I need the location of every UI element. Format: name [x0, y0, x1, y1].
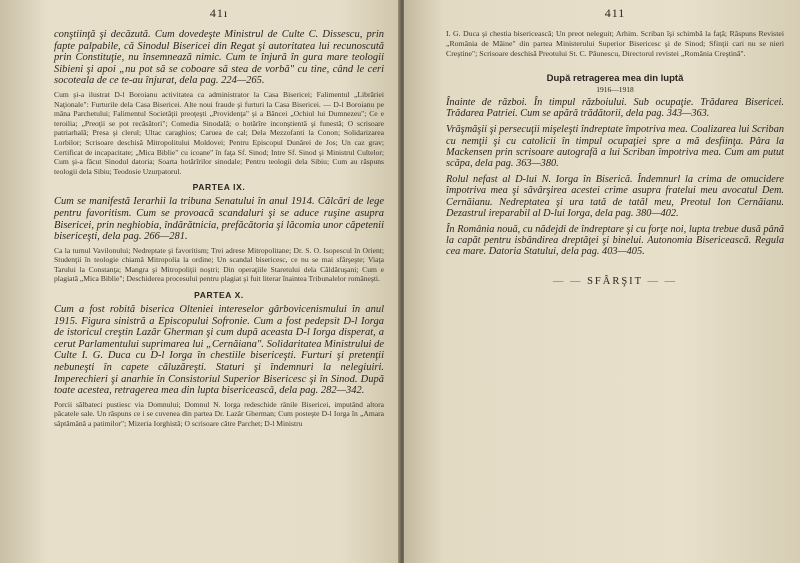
toc-entry: Înainte de război. În timpul războiului. Sub ocupaţie. Trădarea Bisericei. Trădarea Patriei. Cum se apără trădătorii, dela pag. 343—363.: [446, 97, 784, 120]
left-intro-italic: conştiinţă şi decăzută. Cum dovedeşte Ministrul de Culte C. Dissescu, prin fapte palpabile, că Sinodul Bisericei din Regat şi autoritatea lui recunoscută prin Constituţie, nu însemnează nimic. Cum te înjură în gura mare teologii Sibieni şi apoi „nu pot să se coboare să stea de vorbă" cu tine, când le ceri socoteala de ce te-au înjurat, dela pag. 224—265.: [54, 29, 384, 87]
toc-entry: Rolul nefast al D-lui N. Iorga în Biserică. Îndemnurl la crima de omucidere împotriva mea şi săvârşirea acestei crime asupra fratelui meu avocatul Dem. Cernăianu. Nedreptatea şi ura tată de tatăl meu, Preotul Ion Cernăianu. Dezastrul ireparabil al D-lui Iorga, dela pag. 380—402.: [446, 174, 784, 219]
part-9-title: PARTEA IX.: [192, 182, 246, 193]
part-9-contents: Ca la turnul Vavilonului; Nedreptate şi favoritism; Trei adrese Mitropolitane; Dr. S. O. Isopescul în Orient; Studenţii în teologie chiamă Mitropolia la ordine; Un scandal bisericesc, ce nu se mai sfârşeşte; Viaţa Tarului la Constanţa; Mangra şi Mitropoliţii noştri; Din operaţiile Staretului dela Căldăruşani; Cum e plagiată „Mica Biblie"; Deschiderea procesului pentru plagiat şi fuit literar înaintea Tribunalelor româneşti.: [54, 245, 384, 284]
part-10-summary: Cum a fost robită biserica Olteniei intereselor gârbovicenismului în anul 1915. Figura sinistră a Episcopului Sofronie. Cum a fost pedepsit D-l Iorga de istoricul creştin Lazăr Gherman şi cum după aceasta D-l Iorga disperat, a cerut Parlamentului suprimarea lui „Cernăiana". Solidaritatea Ministrului de Culte I. G. Duca cu D-l Iorga în chestiile bisericeşti. Furturi şi pretenţii nebuneşti în capete căluzăreşti. Staturi şi îndemnuri la nelegiuiri. Imperechieri şi anarhie în Consistoriul Superior Bisericesc şi în Sinod. După toate acestea, retragerea mea din lupta bisericească, dela pag. 282—342.: [54, 304, 384, 397]
end-label: SFÂRŞIT: [587, 275, 643, 287]
right-intro-body: I. G. Duca şi chestia bisericească; Un preot neleguit; Arhim. Scriban îşi schimbă la faţă; Răspuns Revistei „România de Mâine" din partea Ministerului Superior Bisericesc şi de Sinod; Sfinţii cari nu se nieri Creştine"; Scrisoare deschisă Preotului St. C. Păunescu, Directorul revistei „România Creştină".: [446, 29, 784, 58]
part-9-summary: Cum se manifestă Ierarhii la tribuna Senatului în anul 1914. Călcări de lege pentru favoritism. Cum se provoacă scandaluri şi se aduce ruşine asupra Bisericei, prin neghiobia, îndărătnicia, prefăcătoria şi lăcomia unor căpetenii bisericeşti, dela pag. 266—281.: [54, 196, 384, 243]
end-rule-left: — —: [552, 275, 588, 287]
right-page: [404, 0, 800, 563]
toc-entry: Vrăşmăşii şi persecuţii mişeleşti îndreptate împotriva mea. Coalizarea lui Scriban cu nemţii şi cu catolicii în timpul ocupaţiei spre a mă desfiinţa. Pâra la Mackensen prin scrisoare autografă a lui Scriban împotriva mea. Cum am putut scăpa, dela pag. 363—380.: [446, 124, 784, 170]
right-page-number: 411: [604, 6, 626, 20]
part-10-contents: Porcii sălbateci pustiesc via Domnului; Domnul N. Iorga redeschide rănile Bisericei, imputând altora păcatele sale. Un răspuns ce i se cuvenea din partea Dr. Lazăr Gherman; Cum posteşte D-l Iorga în „Amara săptămână a patimilor"; Mizeria Iorghistă; O scrisoare către Parchet; D-l Ministru: [54, 399, 384, 428]
section-years: 1916—1918: [596, 85, 634, 94]
left-intro-body: Cum şi-a ilustrat D-l Boroianu activitatea ca administrator la Casa Bisericei; Falimentul „Librăriei Naţionale": Furturile dela Casa Bisericei. Alte noui fraude şi furturi la Casa Bisericei. — D-l Boroianu pe mâna Parchetului; Falimentul Societăţii preoţeşti „Providenţa" şi a Băncei „Ochiul lui Dumnezeu"; Ce e teroilia; „Preoţii se pot recăsători"; Comedia Sinodală; o hotărîre inconştientă şi funestă; O scrisoare patriarhală; Presa şi clerul; Ultac caraghios; Caruea de cal; Dela Mezzofanti la Conon; Solidarizarea Lorbilor; Scrisoare deschisă Mitropolitului Moldovei; Pentru Episcopul Dunărei de Jos; Un caz grav; Certificat de incapacitate; „Mica Biblie" cu icoane" în faţa Sf. Sinod; Intre Sf. Sinod şi Ministrul Cultelor; Cum şi-a făcut Sinodul datoria; Soarta hotărîrilor sinodale; Pentru teologii dela Sibiu; Cum au răspuns teologii dela Sibiu; Teodosie Uzurpatorul.: [54, 89, 384, 176]
end-rule-right: — —: [642, 275, 678, 287]
section-title: După retragerea mea din luptă: [546, 73, 684, 84]
left-page-number: 41ı: [209, 6, 229, 20]
part-10-title: PARTEA X.: [194, 290, 244, 301]
toc-entry: În România nouă, cu nădejdi de îndreptare şi cu forţe noi, lupta trebue dusă până la capăt pentru isbândirea dreptăţei şi binelui. Autonomia Bisericească. Regula cea mare. Datoria Statului, dela pag. 403—405.: [446, 224, 784, 258]
end-mark: [446, 276, 784, 287]
